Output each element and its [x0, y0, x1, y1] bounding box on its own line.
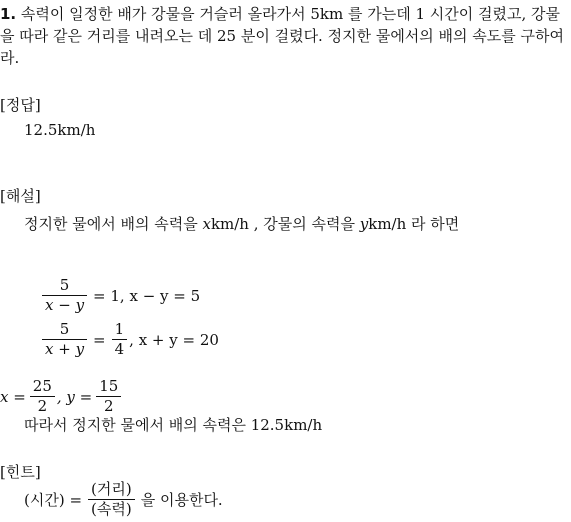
answer-value: 12.5km/h [24, 121, 96, 139]
question [0, 3, 568, 69]
result-equation: x = $\frac{25}{2}$ , y = $\frac{15}{2}$ [0, 377, 123, 416]
equation-2-rhs-fraction: $\frac{1}{4}$ [112, 320, 128, 359]
question-number: 1. [0, 5, 17, 23]
equation-2-fraction: $\frac{5}{x + y}$ [42, 320, 87, 359]
equation-1 [40, 276, 200, 315]
equation-1-fraction: $\frac{5}{x - y}$ [42, 276, 87, 315]
solution-label: [해설] [0, 187, 41, 205]
equation-2-rhs: , x + y = 20 [129, 330, 219, 349]
equation-1-rhs: = 1, x − y = 5 [93, 286, 201, 305]
hint-formula: (시간) = $\frac{\text{(거리)}}{\text{(속력)}}$ 을 이용한다. [24, 480, 223, 518]
solution-intro: 정지한 물에서 배의 속력을 xkm/h , 강물의 속력을 ykm/h 라 하면 [24, 215, 460, 233]
question-text: 속력이 일정한 배가 강물을 거슬러 올라가서 5km 를 가는데 1 시간이 걸렸고, 강물을 따라 같은 거리를 내려오는 데 25 분이 걸렸다. 정지한 물에서의 배의 속도를 구하여라. [0, 5, 565, 67]
hint-fraction: $\frac{\text{(거리)}}{\text{(속력)}}$ [88, 480, 135, 519]
x-value-fraction: $\frac{25}{2}$ [30, 377, 55, 416]
equation-2: $\frac{5}{x + y}$ = $\frac{1}{4}$ , x + y = 20 [40, 320, 219, 359]
solution-conclusion: 따라서 정지한 물에서 배의 속력은 12.5km/h [24, 416, 323, 434]
y-value-fraction: $\frac{15}{2}$ [96, 377, 121, 416]
answer-label: [정답] [0, 96, 41, 114]
hint-label: [힌트] [0, 463, 41, 481]
